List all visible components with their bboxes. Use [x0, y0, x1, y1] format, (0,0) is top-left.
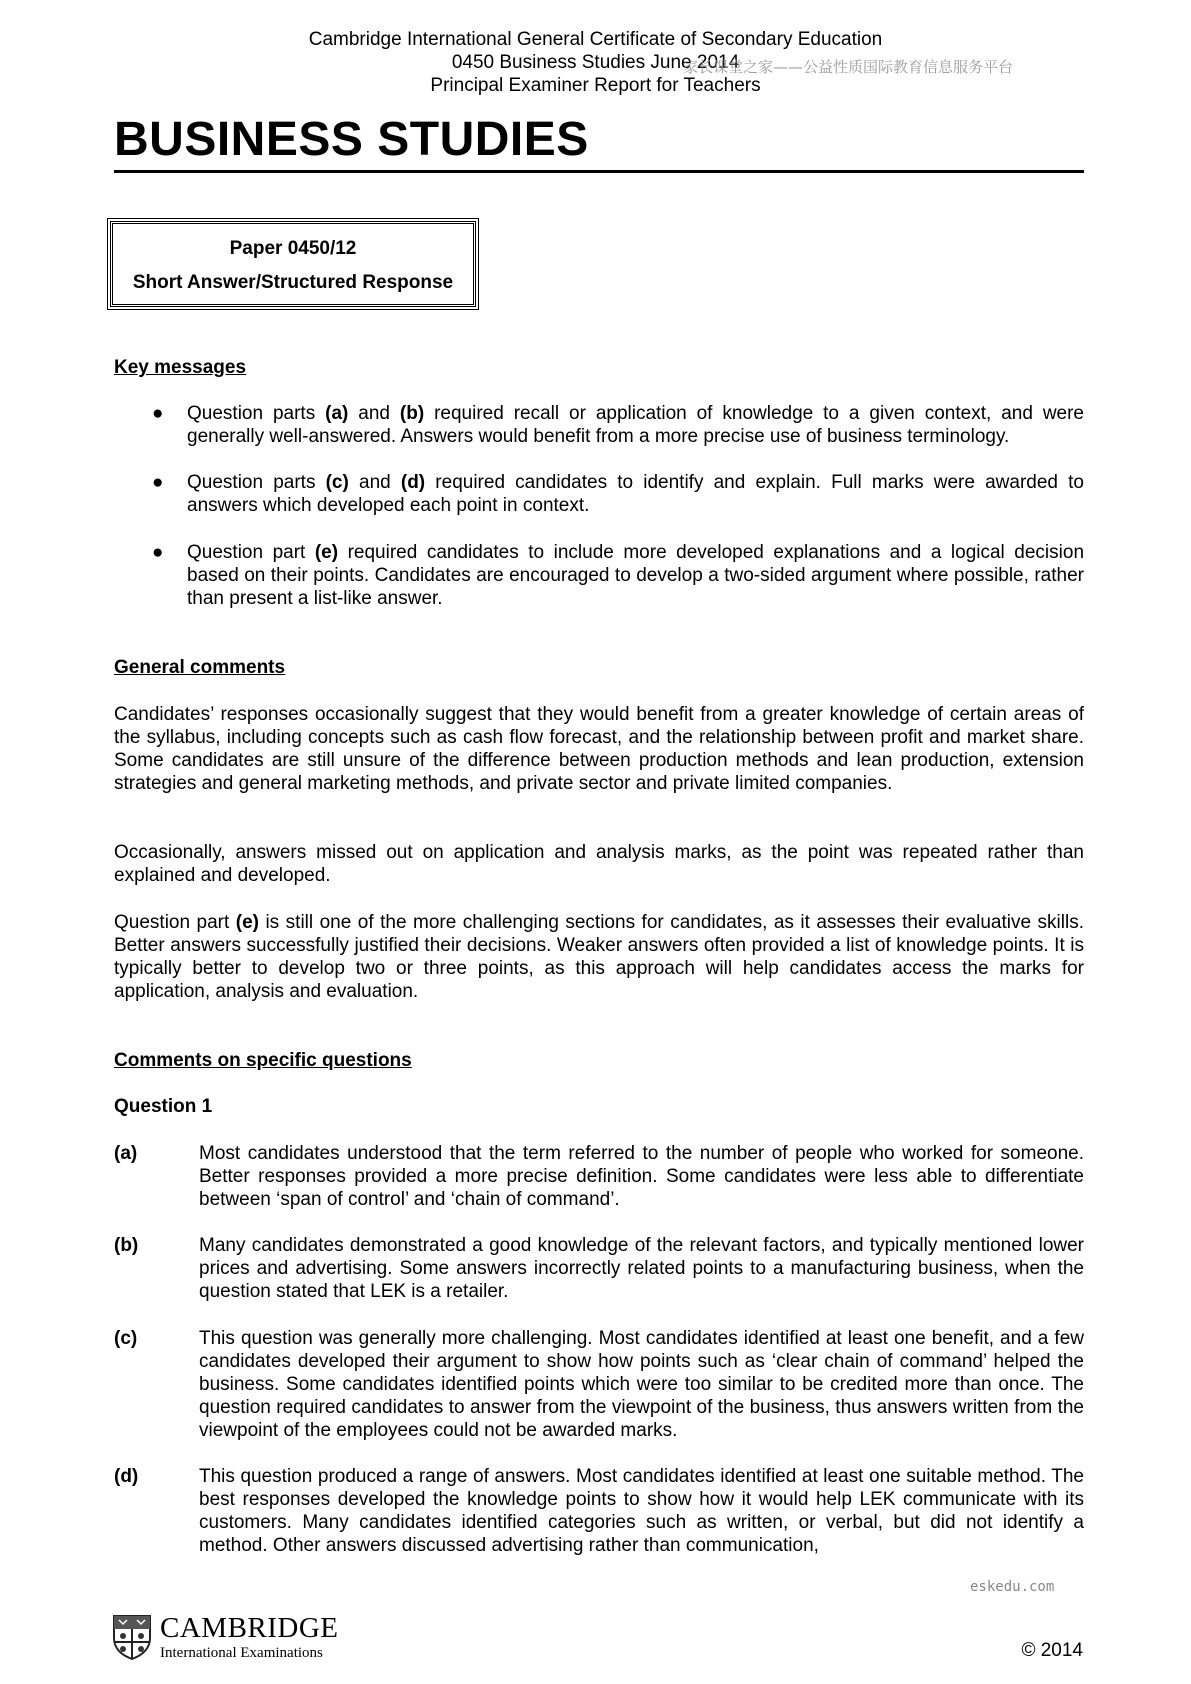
crest-icon — [112, 1614, 152, 1660]
paper-name: Short Answer/Structured Response — [132, 272, 454, 293]
key-message-text: Question parts (a) and (b) required recall or application of knowledge to a given context, and were generally well-answered. Answers would benefit from a more precise use of business terminology. — [187, 403, 1084, 447]
bullet-icon: ● — [152, 472, 164, 493]
paper-box — [110, 221, 476, 307]
page-title: BUSINESS STUDIES — [114, 112, 1084, 173]
watermark-text: 家长课堂之家——公益性质国际教育信息服务平台 — [683, 58, 1014, 76]
part-label: (d) — [114, 1466, 139, 1487]
cambridge-logo — [112, 1612, 339, 1665]
question-part-c — [114, 1327, 1084, 1442]
key-message-text: Question parts (c) and (d) required candidates to identify and explain. Full marks were awarded to answers which developed each point in context. — [187, 472, 1084, 516]
key-messages-heading: Key messages — [114, 357, 247, 378]
part-text: Many candidates demonstrated a good knowledge of the relevant factors, and typically mentioned lower prices and advertising. Some answers incorrectly related points to a manufacturing business, when the question stated that LEK is a retailer. — [199, 1235, 1084, 1302]
question-part-a — [114, 1142, 1084, 1211]
part-text: Most candidates understood that the term referred to the number of people who worked for someone. Better responses provided a more precise definition. Some candidates were less able to differentiate between ‘span of control’ and ‘chain of command’. — [199, 1143, 1084, 1210]
logo-subtitle: International Examinations — [160, 1645, 323, 1661]
specific-questions-heading: Comments on specific questions — [114, 1050, 412, 1071]
key-message-item — [114, 541, 1084, 610]
general-comments-heading: General comments — [114, 657, 286, 678]
general-comments-paragraph-1: Candidates’ responses occasionally suggest that they would benefit from a greater knowledge of certain areas of the syllabus, including concepts such as cash flow forecast, and the relationship between profit and market share. Some candidates are still unsure of the difference between production methods and lean production, extension strategies and general marketing methods, and private sector and private limited companies. — [114, 704, 1084, 794]
question-heading: Question 1 — [114, 1096, 213, 1117]
part-text: This question was generally more challenging. Most candidates identified at least one benefit, and a few candidates developed their argument to show how points such as ‘clear chain of command’ helped the business. Some candidates identified points which were too similar to be credited more than once. The question required candidates to answer from the viewpoint of the business, thus answers written from the viewpoint of the employees could not be awarded marks. — [199, 1328, 1084, 1441]
key-message-item — [114, 471, 1084, 517]
copyright: © 2014 — [1021, 1640, 1083, 1661]
key-message-item — [114, 402, 1084, 448]
general-comments-paragraph-2: Occasionally, answers missed out on application and analysis marks, as the point was repeated rather than explained and developed. — [114, 842, 1084, 886]
header-line-2: 0450 Business Studies June 2014 — [451, 52, 740, 73]
part-label: (a) — [114, 1143, 138, 1164]
question-part-b — [114, 1234, 1084, 1303]
question-part-d — [114, 1465, 1084, 1557]
header-line-3: Principal Examiner Report for Teachers — [430, 75, 761, 96]
part-label: (c) — [114, 1328, 138, 1349]
part-label: (b) — [114, 1235, 139, 1256]
bullet-icon: ● — [152, 403, 164, 424]
watermark-site: eskedu.com — [970, 1579, 1055, 1595]
general-comments-paragraph-3: Question part (e) is still one of the more challenging sections for candidates, as it assesses their evaluative skills. Better answers successfully justified their decisions. Weaker answers often provided a list of knowledge points. It is typically better to develop two or three points, as this approach will help candidates access the marks for application, analysis and evaluation. — [114, 912, 1084, 1002]
bullet-icon: ● — [152, 542, 164, 563]
header-line-1: Cambridge International General Certificate of Secondary Education — [308, 29, 883, 50]
paper-number: Paper 0450/12 — [229, 238, 357, 259]
part-text: This question produced a range of answers. Most candidates identified at least one suitable method. The best responses developed the knowledge points to show how it would help LEK communicate with its customers. Many candidates identified categories such as written, or verbal, but did not identify a method. Other answers discussed advertising rather than communication, — [199, 1466, 1084, 1556]
logo-wordmark: CAMBRIDGE — [160, 1612, 339, 1644]
key-message-text: Question part (e) required candidates to include more developed explanations and a logical decision based on their points. Candidates are encouraged to develop a two-sided argument where possible, rather than present a list-like answer. — [187, 542, 1085, 609]
